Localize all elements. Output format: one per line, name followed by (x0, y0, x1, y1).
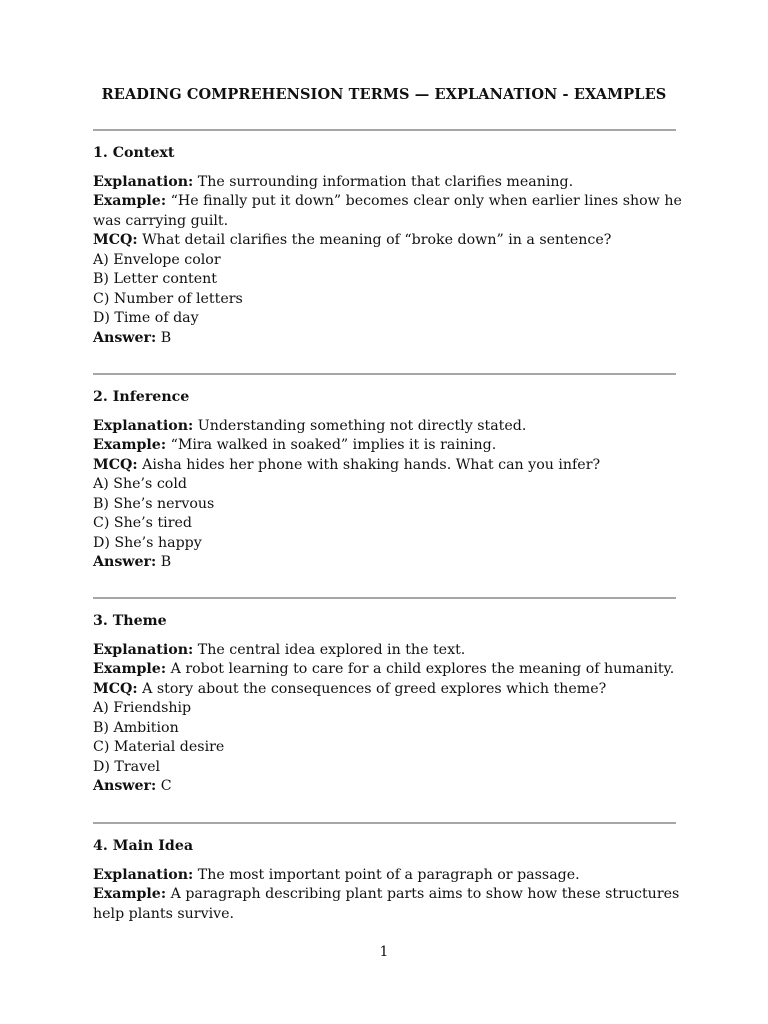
section-divider (93, 373, 676, 375)
option-d: D) Time of day (93, 310, 199, 326)
section-divider (93, 597, 676, 599)
option-b: B) Letter content (93, 271, 217, 287)
option-c: C) Number of letters (93, 290, 243, 307)
example-text: “He finally put it down” becomes clear only when earlier lines show he was carrying guilt. (93, 193, 682, 229)
answer-text: C (156, 778, 172, 794)
answer-label: Answer: (93, 329, 157, 346)
mcq-line (93, 231, 683, 251)
answer-line (93, 777, 683, 797)
option-a: A) Friendship (93, 700, 192, 716)
section-heading: 3. Theme (93, 613, 167, 629)
explanation-line (93, 417, 683, 437)
answer-line (93, 329, 683, 349)
mcq-label: MCQ: (93, 456, 138, 473)
option-d: D) She’s happy (93, 534, 202, 551)
answer-label: Answer: (93, 554, 157, 570)
section-divider (93, 822, 676, 824)
explanation-label: Explanation: (93, 866, 194, 883)
example-label: Example: (93, 661, 167, 677)
option-b: B) Ambition (93, 719, 179, 736)
mcq-label: MCQ: (93, 680, 138, 697)
example-line (93, 192, 683, 231)
option-a: A) She’s cold (93, 476, 187, 492)
section-heading: 1. Context (93, 145, 175, 161)
example-label: Example: (93, 886, 167, 902)
section-context (93, 144, 683, 348)
example-line (93, 660, 683, 680)
section-main-idea (93, 837, 683, 924)
answer-line (93, 553, 683, 573)
mcq-line (93, 680, 683, 700)
explanation-line (93, 641, 683, 661)
mcq-question: Aisha hides her phone with shaking hands. What can you infer? (137, 456, 601, 473)
section-divider (93, 129, 676, 131)
example-line (93, 436, 683, 456)
section-heading: 4. Main Idea (93, 838, 194, 854)
explanation-line (93, 866, 683, 886)
option-a: A) Envelope color (93, 251, 221, 268)
example-text: “Mira walked in soaked” implies it is raining. (166, 437, 497, 453)
option-b: B) She’s nervous (93, 495, 215, 512)
answer-text: B (156, 329, 172, 346)
example-text: A robot learning to care for a child explores the meaning of humanity. (166, 661, 675, 677)
explanation-label: Explanation: (93, 173, 194, 190)
answer-label: Answer: (93, 778, 157, 794)
mcq-label: MCQ: (93, 232, 138, 248)
option-d: D) Travel (93, 758, 161, 775)
explanation-text: The surrounding information that clarifies meaning. (193, 173, 574, 190)
section-inference (93, 388, 683, 573)
explanation-text: The most important point of a paragraph or passage. (193, 866, 580, 883)
mcq-question: What detail clarifies the meaning of “broke down” in a sentence? (137, 232, 612, 248)
example-line (93, 885, 683, 924)
example-label: Example: (93, 437, 167, 453)
example-label: Example: (93, 193, 167, 209)
answer-text: B (156, 554, 172, 570)
section-heading: 2. Inference (93, 389, 190, 405)
mcq-question: A story about the consequences of greed explores which theme? (137, 680, 607, 697)
explanation-line (93, 173, 683, 193)
mcq-line (93, 456, 683, 476)
section-theme (93, 612, 683, 797)
document-title: READING COMPREHENSION TERMS — EXPLANATION - EXAMPLES (101, 86, 667, 103)
option-c: C) She’s tired (93, 515, 192, 531)
explanation-text: The central idea explored in the text. (193, 641, 466, 658)
explanation-label: Explanation: (93, 641, 194, 658)
explanation-label: Explanation: (93, 417, 194, 434)
explanation-text: Understanding something not directly stated. (193, 417, 527, 434)
option-c: C) Material desire (93, 739, 225, 755)
page-number: 1 (379, 944, 389, 960)
example-text: A paragraph describing plant parts aims to show how these structures help plants survive. (93, 886, 680, 922)
